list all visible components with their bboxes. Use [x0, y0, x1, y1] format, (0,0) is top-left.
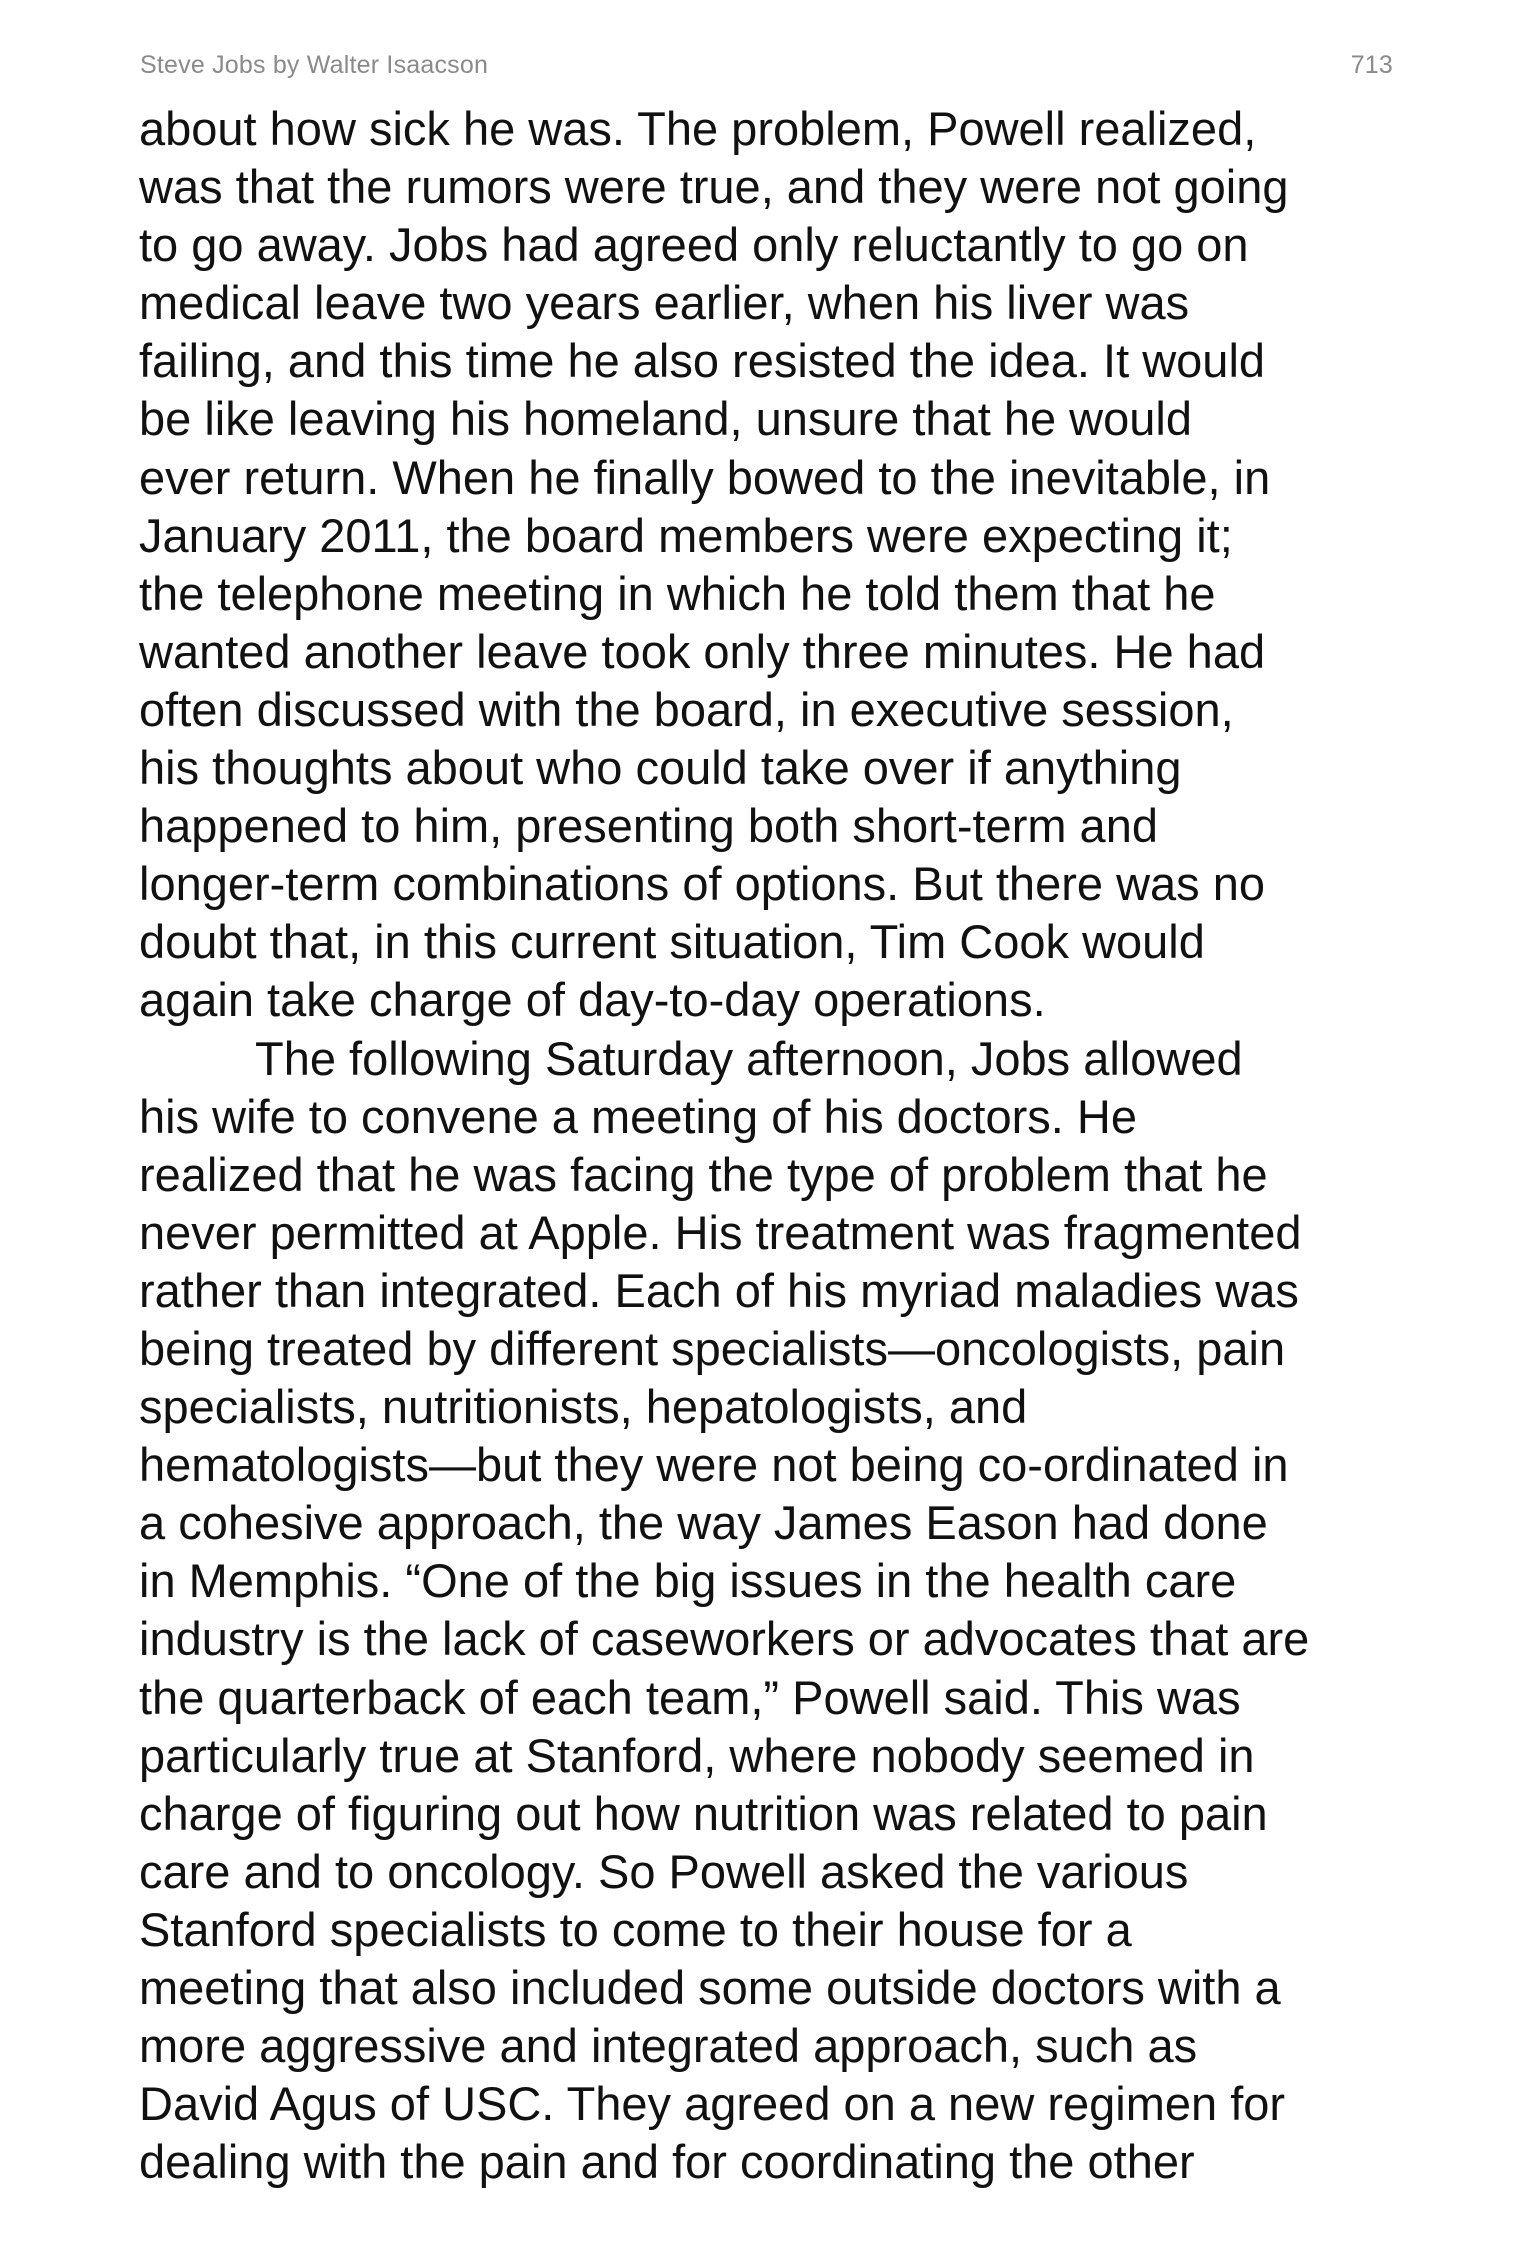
- text-line: was that the rumors were true, and they were not going: [139, 160, 1289, 214]
- page-number: 713: [1350, 50, 1393, 79]
- text-line: the quarterback of each team,” Powell said. This was: [139, 1670, 1241, 1724]
- text-line: often discussed with the board, in executive session,: [139, 682, 1234, 736]
- text-line: failing, and this time he also resisted the idea. It would: [139, 334, 1266, 388]
- text-line: hematologists—but they were not being co-ordinated in: [139, 1438, 1289, 1492]
- text-line: ever return. When he finally bowed to the inevitable, in: [139, 450, 1271, 504]
- text-line: rather than integrated. Each of his myriad maladies was: [139, 1263, 1299, 1317]
- text-line: Stanford specialists to come to their house for a: [139, 1902, 1132, 1956]
- text-line: to go away. Jobs had agreed only reluctantly to go on: [139, 218, 1249, 272]
- text-line: his wife to convene a meeting of his doctors. He: [139, 1089, 1137, 1143]
- text-line: industry is the lack of caseworkers or advocates that are: [139, 1612, 1310, 1666]
- text-line: being treated by different specialists—oncologists, pain: [139, 1321, 1286, 1375]
- text-line: about how sick he was. The problem, Powell realized,: [139, 102, 1257, 155]
- text-line: wanted another leave took only three minutes. He had: [139, 624, 1266, 678]
- text-line: January 2011, the board members were expecting it;: [139, 508, 1233, 562]
- text-line: meeting that also included some outside doctors with a: [139, 1961, 1281, 2014]
- text-line: dealing with the pain and for coordinating the other: [139, 2135, 1195, 2189]
- text-line: in Memphis. “One of the big issues in the health care: [139, 1554, 1237, 1608]
- text-line: particularly true at Stanford, where nobody seemed in: [139, 1728, 1255, 1782]
- book-title: Steve Jobs by Walter Isaacson: [140, 50, 489, 79]
- text-line: more aggressive and integrated approach, such as: [139, 2019, 1198, 2073]
- text-line: David Agus of USC. They agreed on a new regimen for: [139, 2077, 1286, 2131]
- text-line: never permitted at Apple. His treatment was fragmented: [139, 1205, 1302, 1259]
- text-line: medical leave two years earlier, when his liver was: [139, 276, 1190, 330]
- text-line: be like leaving his homeland, unsure that he would: [139, 392, 1192, 446]
- text-line: realized that he was facing the type of problem that he: [139, 1147, 1268, 1201]
- text-line: his thoughts about who could take over if anything: [139, 741, 1182, 795]
- text-line: care and to oncology. So Powell asked the various: [139, 1844, 1189, 1898]
- text-line: doubt that, in this current situation, Tim Cook would: [139, 915, 1205, 969]
- text-line: the telephone meeting in which he told them that he: [139, 566, 1216, 620]
- text-line: a cohesive approach, the way James Eason had done: [139, 1496, 1268, 1550]
- text-line: happened to him, presenting both short-term and: [139, 799, 1158, 853]
- text-line: again take charge of day-to-day operations.: [139, 973, 1046, 1027]
- text-line: charge of figuring out how nutrition was related to pain: [139, 1786, 1268, 1840]
- text-line: longer-term combinations of options. But there was no: [139, 857, 1265, 911]
- page-body-text: [139, 100, 1399, 2191]
- text-line: specialists, nutritionists, hepatologists, and: [139, 1380, 1028, 1434]
- page-header: [140, 48, 1393, 82]
- paragraph-start-line: The following Saturday afternoon, Jobs allowed: [255, 1031, 1243, 1085]
